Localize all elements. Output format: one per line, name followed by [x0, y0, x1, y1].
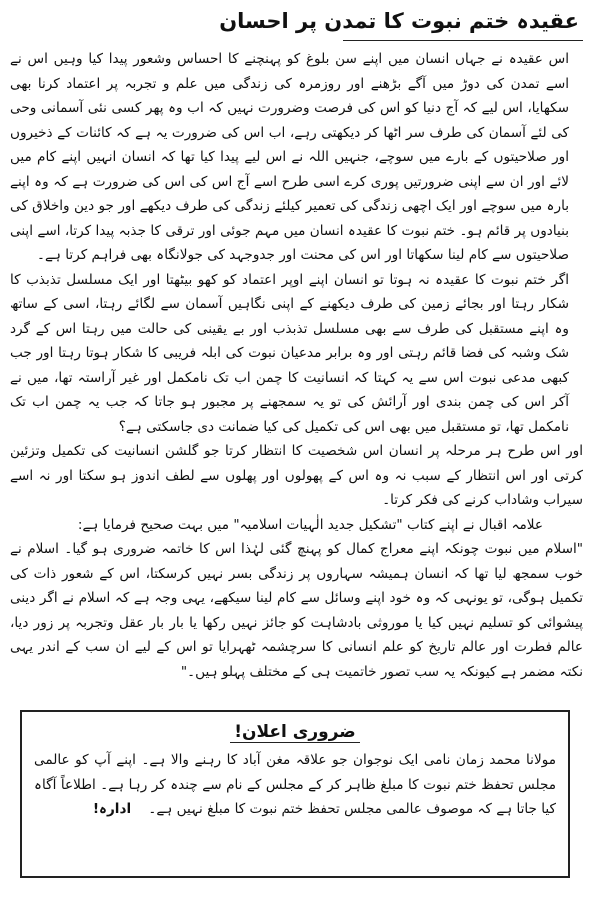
- notice-body: [34, 748, 556, 822]
- quote-introduction: علامہ اقبال نے اپنے کتاب "تشکیل جدید الٰہیات اسلامیہ" میں بہت صحیح فرمایا ہے:: [77, 516, 543, 533]
- notice-title: [34, 722, 556, 742]
- article-paragraph-1: اس عقیدہ نے جہاں انسان میں اپنے سن بلوغ کو پہنچنے کا احساس وشعور پیدا کیا وہیں اس نے اسے تمدن کی دوڑ میں آگے بڑھنے اور روزمرہ کی زندگی میں علم و تجربہ پر اعتماد کرنا بھی سکھایا، اس لیے کہ آج دنیا کو اس کی فرصت وضرورت نہیں کہ اب وہ پھر کسی نئی آسمانی وحی کی لئے آسمان کی طرف سر اٹھا کر دیکھتی رہے، اب اس کی ضرورت یہ ہے کہ کائنات کے ذخیروں اور صلاحیتوں کے بارے میں سوچے، جنہیں اللہ نے اس لیے پیدا کیا تھا کہ انسان انہیں اپنے کام میں لائے اور ان سے اپنی ضرورتیں پوری کرے اسی طرح اسے آج اس کی اس کی ضرورت ہے کہ وہ اپنے بارہ میں سوچے اور ایک اچھی زندگی کی تعمیر کیلئے زندگی کی طرف دیکھے اور جو دین واخلاق کی بنیادوں پر قائم ہو۔ ختم نبوت کا عقیدہ انسان میں مہم جوئی اور ترقی کا جذبہ پیدا کرتا، اسے اپنی صلاحیتوں سے کام لینا سکھاتا اور اس کی محنت اور جدوجہد کی جولانگاہ بھی فراہم کرتا ہے۔: [10, 51, 569, 263]
- notice-title-text: ضروری اعلان!: [230, 722, 359, 743]
- title-underline: [343, 40, 583, 41]
- iqbal-quote: "اسلام میں نبوت چونکہ اپنے معراج کمال کو پہنچ گئی لہٰذا اس کا خاتمہ ضروری ہو گیا۔ اسلام نے خوب سمجھ لیا تھا کہ انسان ہمیشہ سہاروں پر زندگی بسر نہیں کرسکتا، اس کے شعور ذات کی تکمیل ہوگی، تو یونہی کہ وہ خود اپنے وسائل سے کام لینا سیکھے، یہی وجہ ہے کہ اسلام نے اگر دینی پیشوائی کو تسلیم نہیں کیا یا موروثی بادشاہت کو جائز نہیں رکھا یا بار بار عقل وتجربہ پر زور دیا، عالم فطرت اور عالم تاریخ کو علم انسانی کا سرچشمہ ٹھہرایا تو اس کے لیے ان سب کے اندر یہی نکتہ مضمر ہے کیونکہ یہ سب تصور خاتمیت ہی کے مختلف پہلو ہیں۔": [10, 541, 583, 680]
- article-title: عقیدہ ختم نبوت کا تمدن پر احسان: [219, 9, 579, 33]
- article-body: [10, 47, 583, 684]
- notice-text: مولانا محمد زمان نامی ایک نوجوان جو علاقہ مغن آباد کا رہنے والا ہے۔ اپنے آپ کو عالمی مجلس تحفظ ختم نبوت کا مبلغ ظاہر کر کے مجلس کے نام سے چندہ کر رہا ہے۔ اطلاعاً آگاہ کیا جاتا ہے کہ موصوف عالمی مجلس تحفظ ختم نبوت کا مبلغ نہیں ہے۔: [34, 752, 556, 817]
- notice-signature: ادارہ!: [92, 801, 132, 817]
- notice-box: [20, 710, 570, 878]
- article-paragraph-3: اور اس طرح ہر مرحلہ پر انسان اس شخصیت کا انتظار کرتا جو گلشن انسانیت کی تکمیل وتزئین کرتی اور اس انتظار کے سبب نہ وہ اس کے پھولوں اور پھلوں سے لطف اندوز ہو سکتا اور نہ اسے سیراب وشاداب کرنے کی فکر کرتا۔: [10, 443, 583, 508]
- article-paragraph-2: اگر ختم نبوت کا عقیدہ نہ ہوتا تو انسان اپنے اوپر اعتماد کو کھو بیٹھتا اور ایک مسلسل تذبذب کا شکار رہتا اور بجائے زمین کی طرف دیکھنے کے اپنی نگاہیں آسمان سے لگائے رہتا، اسی کے ساتھ وہ اپنے مستقبل کی طرف سے بھی مسلسل تذبذب اور بے یقینی کی حالت میں رہتا اس کے گرد شک وشبہ کی فضا قائم رہتی اور وہ برابر مدعیان نبوت کی ابلہ فریبی کا شکار ہوتا رہتا اور جب کبھی مدعی نبوت اس سے یہ کہتا کہ انسانیت کا چمن اب تک نامکمل اور غیر آراستہ تھا، میں نے آکر اس کی چمن بندی اور آرائش کی تو یہ سمجھنے پر مجبور ہو جاتا کہ جب یہ چمن اب تک نامکمل تھا، تو مستقبل میں بھی اس کی تکمیل کی کیا ضمانت دی جاسکتی ہے؟: [10, 271, 569, 435]
